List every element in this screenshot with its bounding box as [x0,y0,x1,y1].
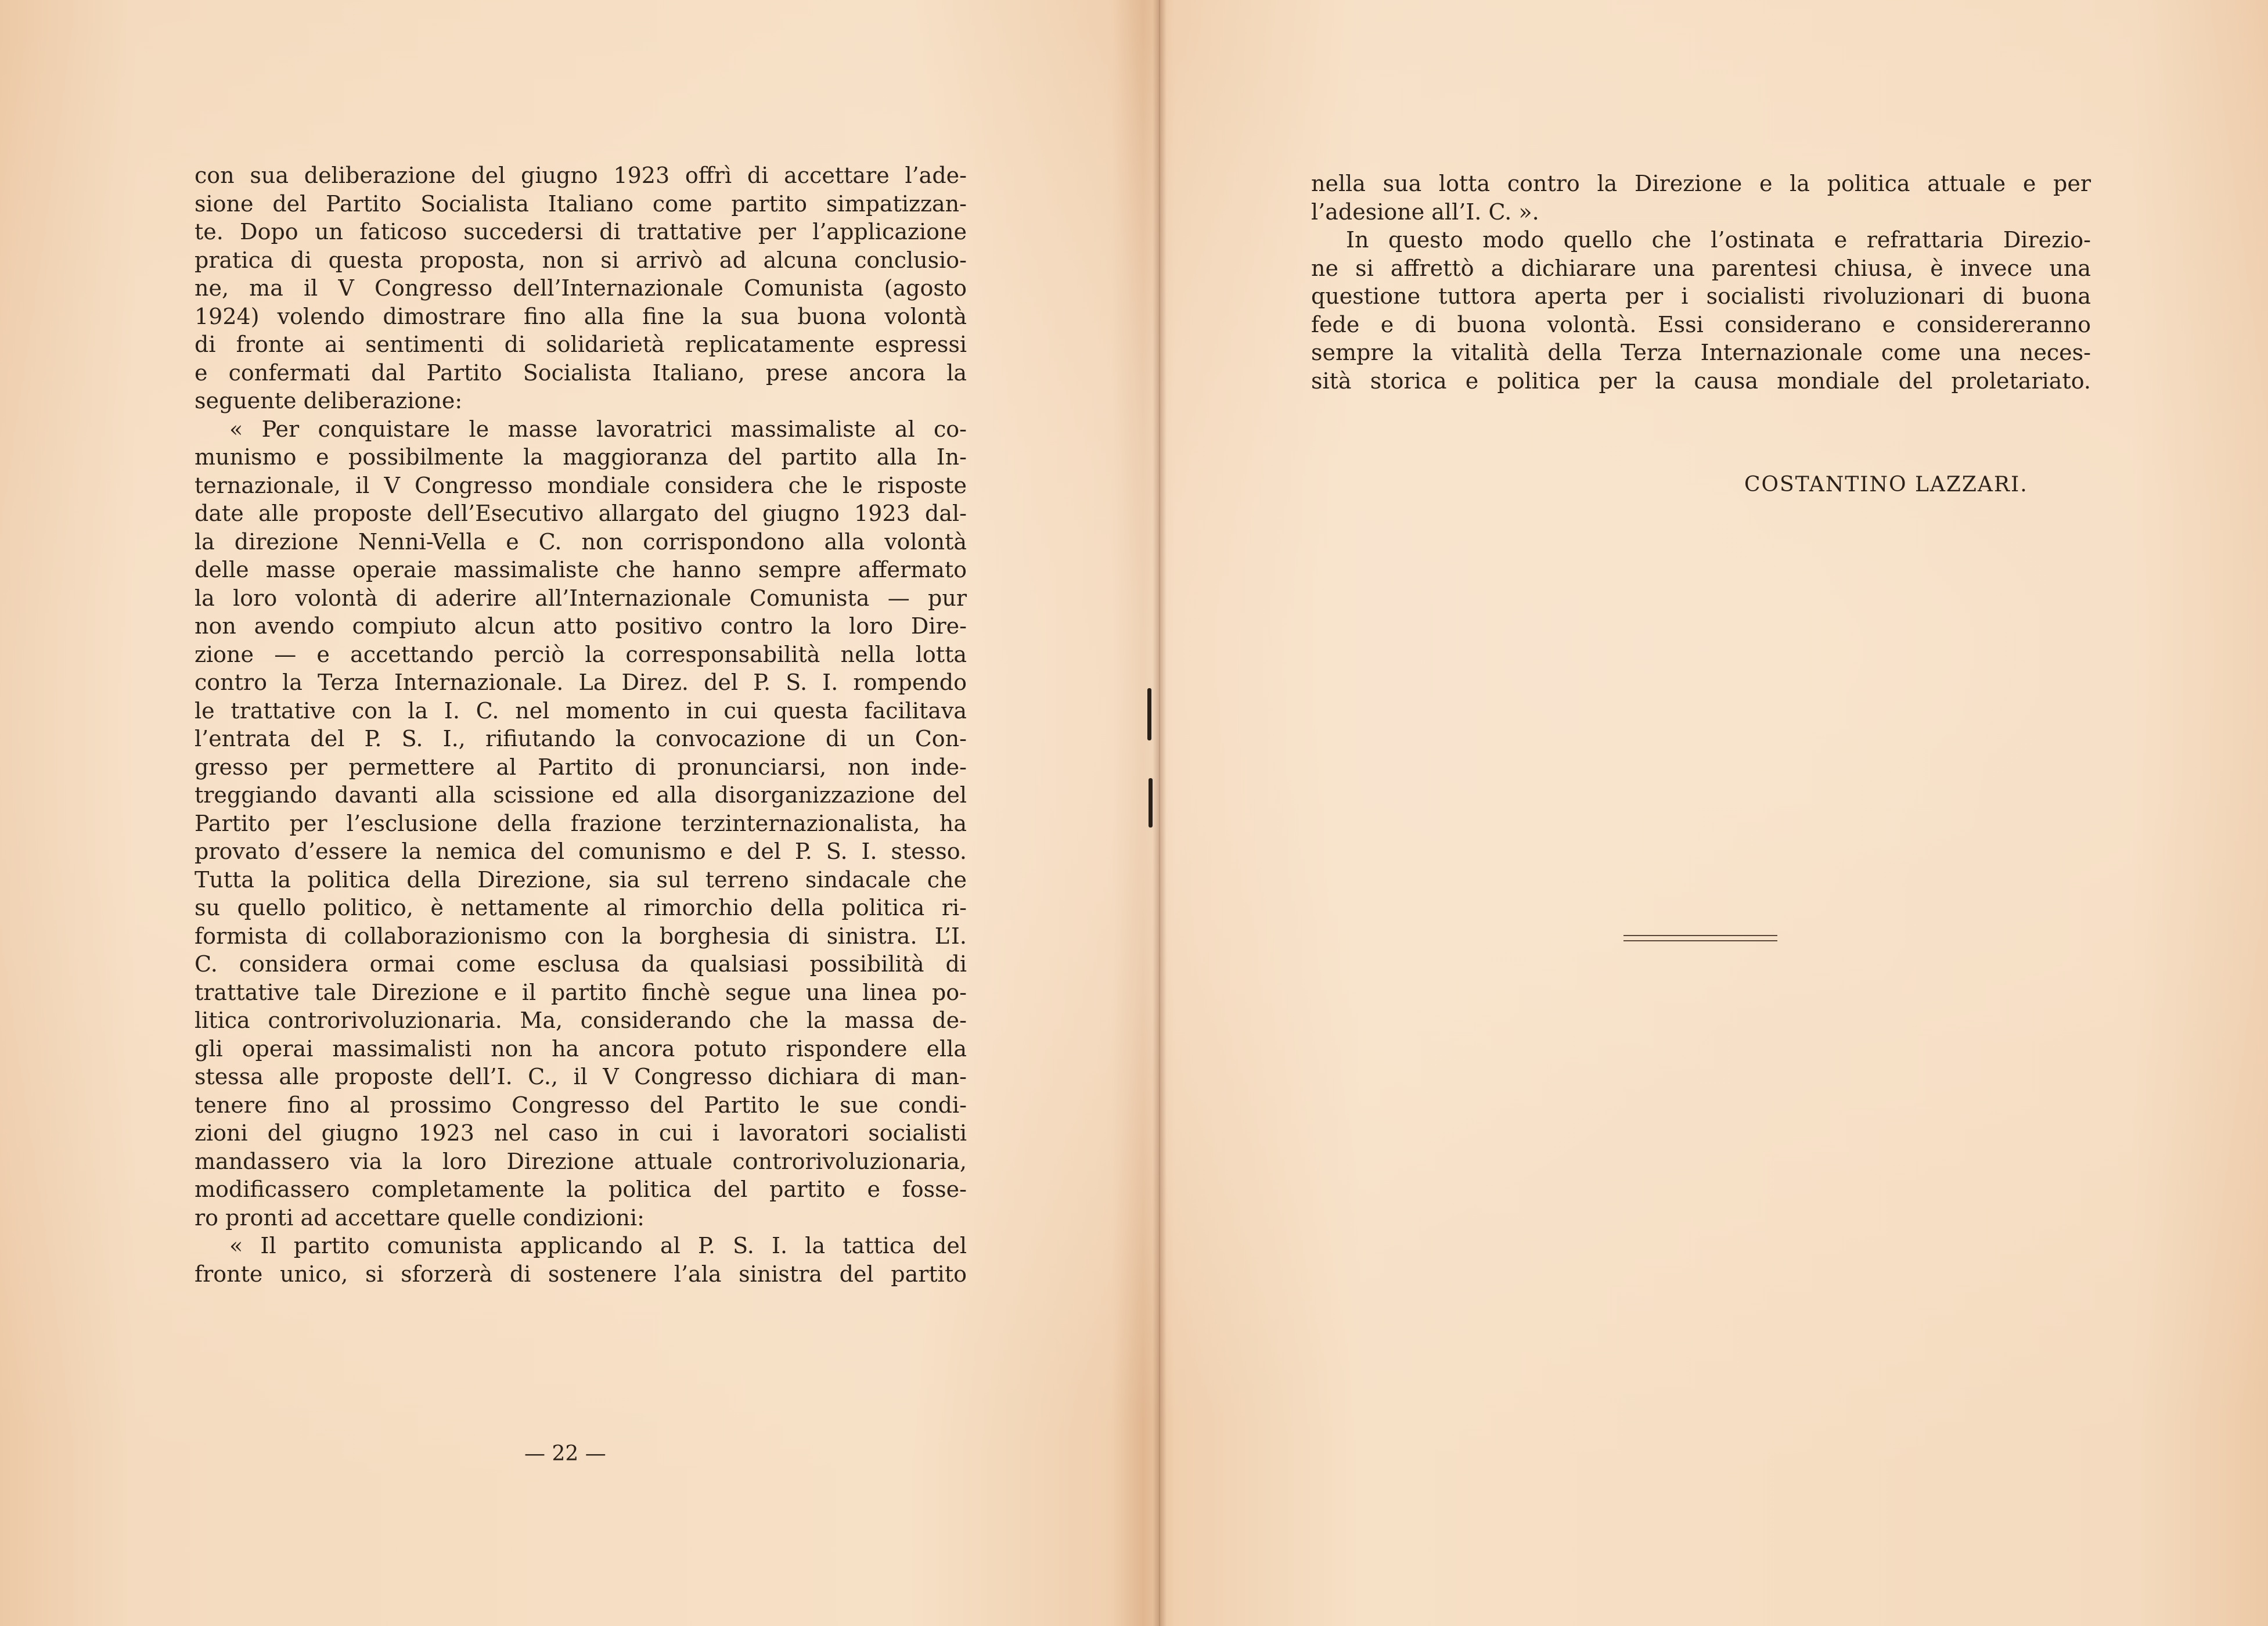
text-line: ro pronti ad accettare quelle condizioni: [195,1204,645,1231]
text-line: date alle proposte dell’Esecutivo allargato del giugno 1923 dal- [195,501,967,526]
left-page-body [195,161,967,1288]
text-line: munismo e possibilmente la maggioranza del partito alla In- [195,444,967,470]
text-line: di fronte ai sentimenti di solidarietà replicatamente espressi [195,332,967,357]
text-line: provato d’essere la nemica del comunismo e del P. S. I. stesso. [195,839,967,864]
text-line: con sua deliberazione del giugno 1923 offrì di accettare l’ade- [195,163,967,188]
text-line: stessa alle proposte dell’I. C., il V Congresso dichiara di man- [195,1064,967,1089]
text-line: litica controrivoluzionaria. Ma, considerando che la massa de- [195,1008,967,1033]
text-line: ne, ma il V Congresso dell’Internazionale Comunista (agosto [195,275,967,301]
text-line: treggiando davanti alla scissione ed alla disorganizzazione del [195,782,967,808]
text-line: gresso per permettere al Partito di pronunciarsi, non inde- [195,754,967,780]
text-line: Tutta la politica della Direzione, sia sul terreno sindacale che [195,866,967,893]
text-line: sempre la vitalità della Terza Internazionale come una neces- [1311,340,2091,365]
text-line: « Per conquistare le masse lavoratrici massimaliste al co- [229,416,967,442]
text-line: « Il partito comunista applicando al P. S. I. la tattica del [229,1233,967,1258]
text-line: In questo modo quello che l’ostinata e refrattaria Direzio- [1346,227,2091,253]
text-line: la loro volontà di aderire all’Internazionale Comunista — pur [195,585,967,611]
text-line: trattative tale Direzione e il partito finchè segue una linea po- [195,979,967,1005]
text-line: le trattative con la I. C. nel momento in cui questa facilitava [195,697,967,724]
text-line: questione tuttora aperta per i socialisti rivoluzionari di buona [1311,283,2091,309]
text-line: su quello politico, è nettamente al rimorchio della politica ri- [195,895,967,920]
page-number: — 22 — [524,1442,606,1466]
signature: COSTANTINO LAZZARI. [1744,473,2028,497]
text-line: l’adesione all’I. C. ». [1311,199,1539,225]
decorative-rule-bottom [1623,940,1777,941]
text-line: contro la Terza Internazionale. La Direz. del P. S. I. rompendo [195,670,967,695]
text-line: delle masse operaie massimaliste che hanno sempre affermato [195,557,967,582]
text-line: fede e di buona volontà. Essi considerano e considereranno [1311,311,2091,337]
text-line: seguente deliberazione: [195,388,463,413]
text-line: te. Dopo un faticoso succedersi di trattative per l’applicazione [195,219,967,244]
text-line: zione — e accettando perciò la corresponsabilità nella lotta [195,641,967,667]
text-line: ternazionale, il V Congresso mondiale considera che le risposte [195,472,967,498]
decorative-rule-top [1623,935,1777,936]
text-line: modificassero completamente la politica del partito e fosse- [195,1177,967,1202]
text-line: formista di collaborazionismo con la borghesia di sinistra. L’I. [195,923,967,949]
text-line: C. considera ormai come esclusa da qualsiasi possibilità di [195,951,967,977]
text-line: e confermati dal Partito Socialista Italiano, prese ancora la [195,359,967,386]
text-line: nella sua lotta contro la Direzione e la politica attuale e per [1311,171,2091,196]
text-line: l’entrata del P. S. I., rifiutando la convocazione di un Con- [195,726,967,751]
right-page [1161,0,2268,1626]
text-line: tenere fino al prossimo Congresso del Partito le sue condi- [195,1092,967,1118]
text-line: ne si affrettò a dichiarare una parentesi chiusa, è invece una [1311,255,2091,281]
right-page-body [1311,170,2091,395]
text-line: sione del Partito Socialista Italiano come partito simpatizzan- [195,190,967,217]
text-line: sità storica e politica per la causa mondiale del proletariato. [1311,368,2091,394]
text-line: 1924) volendo dimostrare fino alla fine la sua buona volontà [195,303,967,329]
text-line: la direzione Nenni-Vella e C. non corrispondono alla volontà [195,528,967,555]
text-line: pratica di questa proposta, non si arrivò ad alcuna conclusio- [195,247,967,273]
text-line: gli operai massimalisti non ha ancora potuto rispondere ella [195,1035,967,1062]
text-line: Partito per l’esclusione della frazione terzinternazionalista, ha [195,810,967,836]
text-line: fronte unico, si sforzerà di sostenere l’ala sinistra del partito [195,1261,967,1287]
text-line: zioni del giugno 1923 nel caso in cui i lavoratori socialisti [195,1120,967,1146]
text-line: mandassero via la loro Direzione attuale controrivoluzionaria, [195,1148,967,1174]
text-line: non avendo compiuto alcun atto positivo contro la loro Dire- [195,613,967,639]
